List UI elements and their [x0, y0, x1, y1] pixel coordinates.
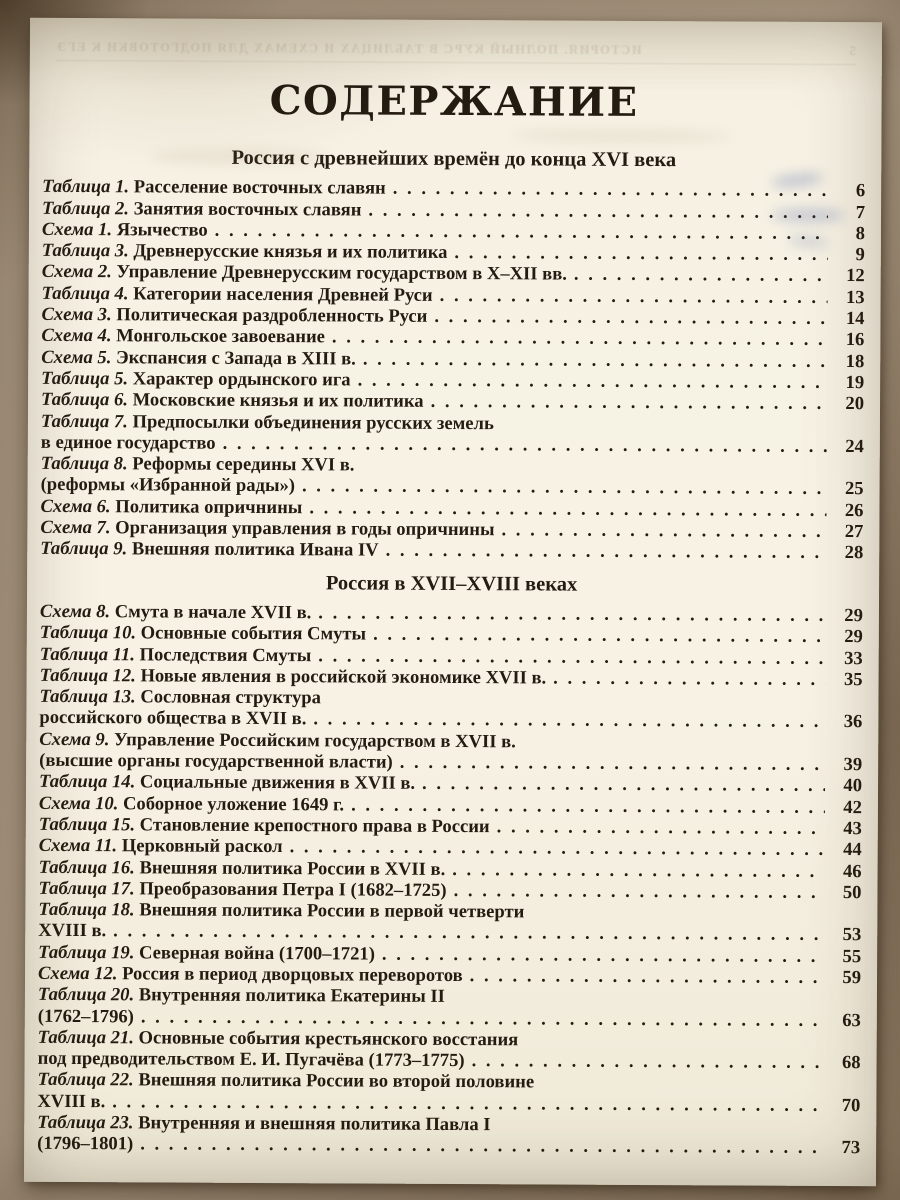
dot-leader	[546, 667, 826, 690]
entry-label: Таблица 4.	[41, 282, 129, 305]
entry-label: Таблица 1.	[42, 176, 130, 198]
dot-leader	[463, 965, 824, 988]
entry-page-number: 24	[845, 435, 864, 458]
entry-text: Схема 10. Соборное уложение 1649 г.	[38, 792, 345, 816]
entry-text: Таблица 16. Внешняя политика России в XVII в.	[38, 856, 446, 880]
bleedthrough-title: ИСТОРИЯ. ПОЛНЫЙ КУРС В ТАБЛИЦАХ И СХЕМАХ ДЛЯ ПОДГОТОВКИ К ЕГЭ	[55, 39, 642, 57]
toc-entry-line: Таблица 21. Основные события крестьянского восстания	[37, 1026, 519, 1051]
entry-page-number: 16	[845, 329, 865, 351]
entry-label: Таблица 19.	[38, 941, 135, 964]
entry-page-number: 25	[844, 478, 864, 500]
entry-page-number: 29	[844, 604, 863, 627]
entry-text: Таблица 2. Занятия восточных славян	[42, 197, 362, 221]
dot-leader	[366, 624, 826, 648]
entry-text: Таблица 17. Преобразования Петра I (1682–1725)	[38, 877, 447, 901]
entry-text: Таблица 12. Новые явления в российской экономике XVII в.	[39, 664, 547, 689]
dot-leader	[490, 816, 825, 839]
dot-leader	[311, 645, 826, 669]
entry-label: Таблица 18.	[38, 898, 135, 921]
entry-text: Схема 8. Смута в начале XVII в.	[39, 600, 312, 624]
dot-leader	[311, 602, 826, 626]
toc-entry-line: Таблица 18. Внешняя политика России в первой четверти	[38, 898, 525, 923]
toc-entry-line: Таблица 8. Реформы середины XVI в.	[40, 452, 355, 476]
entry-label: Таблица 14.	[38, 771, 136, 793]
entry-text: Схема 7. Организация управления в годы опричнины	[40, 516, 495, 541]
entry-page-number: 59	[842, 967, 862, 989]
paper-stain	[511, 128, 731, 143]
dot-leader	[427, 306, 827, 329]
entry-page-number: 53	[842, 924, 862, 946]
toc-entry	[38, 1027, 861, 1074]
entry-label: Таблица 9.	[40, 538, 128, 560]
entry-label: Схема 12.	[37, 962, 118, 985]
entry-page-number: 44	[843, 839, 862, 861]
dot-leader	[283, 836, 825, 860]
entry-label: Таблица 5.	[41, 367, 129, 390]
dot-leader	[494, 519, 826, 542]
entry-page-number: 39	[843, 754, 863, 776]
entry-page-number: 27	[844, 521, 864, 543]
entry-page-number: 50	[842, 881, 862, 903]
entry-page-number: 26	[844, 499, 864, 521]
entry-text: Таблица 4. Категории населения Древней Руси	[41, 282, 433, 306]
toc-entry	[37, 1112, 860, 1159]
dot-leader	[302, 497, 826, 521]
entry-label: Таблица 7.	[40, 410, 128, 432]
toc-entry-line: Таблица 22. Внешняя политика России во второй половине	[37, 1069, 535, 1093]
entry-page-number: 8	[855, 222, 865, 245]
entry-label: Схема 2.	[41, 261, 112, 283]
entry-text: российского общества в XVII в.	[39, 707, 307, 730]
dot-leader	[375, 943, 824, 967]
entry-text: Таблица 1. Расселение восточных славян	[42, 176, 386, 199]
entry-label: Схема 4.	[41, 325, 112, 347]
entry-text: Схема 6. Политика опричнины	[40, 495, 303, 518]
toc-entry	[38, 899, 861, 946]
bleedthrough-page-number: 5	[847, 44, 856, 59]
entry-text: в единое государство	[40, 431, 216, 454]
toc-entry-line: Таблица 13. Сословная структура	[39, 685, 321, 709]
entry-text: (реформы «Избранной рады»)	[40, 474, 296, 497]
entry-label: Таблица 21.	[37, 1026, 134, 1049]
book-page	[24, 18, 882, 1186]
entry-page-number: 7	[855, 201, 866, 223]
entry-text: Таблица 15. Становление крепостного права в России	[38, 813, 490, 838]
entry-text: Таблица 3. Древнерусские князья и их политика	[41, 240, 448, 264]
entry-text: Таблица 11. Последствия Смуты	[39, 643, 312, 666]
entry-label: Таблица 2.	[42, 197, 130, 219]
entry-page-number: 46	[842, 860, 862, 882]
entry-page-number: 36	[843, 711, 863, 733]
dot-leader	[356, 348, 828, 372]
entry-text: Таблица 19. Северная война (1700–1721)	[38, 941, 375, 965]
entry-label: Схема 1.	[41, 218, 113, 241]
entry-text: Схема 3. Политическая раздробленность Руси	[41, 303, 428, 327]
dot-leader	[447, 880, 825, 903]
entry-text: Таблица 5. Характер ордынского ига	[41, 367, 351, 391]
entry-page-number: 14	[845, 308, 865, 330]
entry-page-number: 9	[855, 244, 865, 266]
entry-page-number: 13	[845, 286, 865, 308]
bleedthrough-running-head	[56, 40, 856, 65]
entry-page-number: 20	[845, 393, 865, 415]
dot-leader	[379, 540, 827, 564]
toc-entry-line	[40, 538, 863, 564]
entry-text: Таблица 9. Внешняя политика Ивана IV	[40, 538, 379, 561]
entry-text: Схема 2. Управление Древнерусским государством в X–XII вв.	[41, 261, 567, 286]
entry-page-number: 55	[842, 945, 862, 967]
toc-entry	[39, 729, 862, 776]
dot-leader	[133, 1134, 823, 1159]
dot-leader	[393, 752, 825, 776]
entry-label: Таблица 3.	[41, 240, 129, 262]
entry-page-number: 35	[843, 668, 863, 690]
toc-entry	[37, 1069, 860, 1116]
entry-label: Схема 8.	[39, 600, 111, 623]
entry-text: (1796–1801)	[37, 1133, 134, 1155]
entry-label: Таблица 11.	[39, 643, 135, 665]
dot-leader	[447, 242, 827, 265]
toc-entry	[38, 984, 861, 1031]
entry-label: Таблица 6.	[40, 389, 129, 411]
entry-label: Таблица 16.	[38, 856, 135, 878]
entry-page-number: 70	[841, 1094, 861, 1116]
entry-text: Таблица 6. Московские князья и их политика	[40, 389, 424, 413]
entry-page-number: 29	[844, 626, 863, 648]
entry-label: Таблица 13.	[39, 685, 136, 708]
dot-leader	[415, 773, 825, 796]
dot-leader	[386, 178, 828, 202]
entry-label: Схема 9.	[39, 728, 110, 750]
dot-leader	[325, 327, 828, 351]
entry-text: (высшие органы государственной власти)	[39, 749, 393, 773]
dot-leader	[361, 199, 828, 223]
entry-text: Схема 11. Церковный раскол	[38, 835, 283, 858]
toc-entry	[41, 453, 864, 500]
entry-label: Таблица 8.	[40, 452, 128, 475]
toc-entry	[41, 410, 864, 457]
entry-label: Схема 11.	[38, 835, 118, 857]
entry-page-number: 40	[843, 775, 863, 797]
entry-label: Схема 7.	[40, 516, 111, 539]
entry-page-number: 43	[843, 817, 862, 840]
entry-label: Таблица 17.	[38, 877, 135, 900]
entry-label: Таблица 15.	[38, 813, 136, 836]
entry-page-number: 63	[842, 1009, 861, 1031]
entry-label: Таблица 20.	[37, 984, 135, 1006]
toc-entry-line	[37, 1133, 860, 1159]
entry-label: Схема 10.	[38, 792, 119, 814]
entry-label: Таблица 10.	[39, 622, 137, 644]
toc-entry-line: Таблица 20. Внутренняя политика Екатерины II	[37, 984, 446, 1008]
dot-leader	[433, 285, 828, 308]
toc-entry	[40, 538, 863, 564]
toc-entry-line: Таблица 23. Внутренняя и внешняя политика Павла I	[37, 1111, 491, 1136]
entry-page-number: 42	[843, 796, 862, 818]
toc-entry-line: Таблица 7. Предпосылки объединения русских земель	[40, 410, 494, 434]
dot-leader	[306, 709, 825, 733]
toc-entry-line: Схема 9. Управление Российским государством в XVII в.	[39, 728, 516, 753]
entry-text: Таблица 10. Основные события Смуты	[39, 622, 367, 645]
entry-text: XVIII в.	[37, 1090, 106, 1112]
section-heading: Россия в XVII–XVIII веках	[325, 571, 578, 596]
section-heading: Россия с древнейших времён до конца XVI века	[231, 146, 677, 172]
entry-text: Схема 1. Язычество	[41, 218, 208, 241]
entry-page-number: 12	[846, 265, 865, 287]
entry-page-number: 6	[855, 180, 866, 202]
entry-page-number: 18	[845, 350, 865, 372]
entry-page-number: 28	[844, 542, 864, 564]
entry-label: Схема 6.	[40, 495, 111, 517]
dot-leader	[344, 794, 825, 818]
entry-page-number: 68	[841, 1052, 861, 1074]
entry-label: Схема 5.	[41, 346, 112, 368]
dot-leader	[445, 858, 824, 881]
entry-text: Схема 12. Россия в период дворцовых переворотов	[37, 962, 463, 987]
entry-label: Схема 3.	[41, 303, 112, 326]
entry-text: под предводительством Е. И. Пугачёва (1773–1775)	[37, 1048, 465, 1072]
dot-leader	[351, 369, 828, 393]
entry-label: Таблица 12.	[39, 664, 136, 687]
entry-page-number: 73	[841, 1137, 861, 1159]
entry-label: Таблица 23.	[37, 1111, 134, 1134]
toc-entry	[39, 686, 862, 733]
entry-page-number: 19	[845, 372, 865, 394]
entry-text: Таблица 14. Социальные движения в XVII в.	[38, 771, 416, 795]
page-title: СОДЕРЖАНИЕ	[269, 77, 639, 126]
entry-text: Схема 4. Монгольское завоевание	[41, 325, 326, 348]
dot-leader	[465, 1050, 824, 1073]
dot-leader	[567, 264, 828, 287]
entry-text: XVIII в.	[38, 920, 107, 942]
entry-page-number: 33	[844, 647, 863, 669]
entry-label: Таблица 22.	[37, 1069, 134, 1091]
entry-text: Схема 5. Экспансия с Запада в XIII в.	[41, 346, 356, 370]
entry-text: (1762–1796)	[37, 1005, 134, 1027]
table-of-contents	[37, 147, 865, 1159]
dot-leader	[295, 476, 827, 500]
dot-leader	[424, 391, 828, 414]
